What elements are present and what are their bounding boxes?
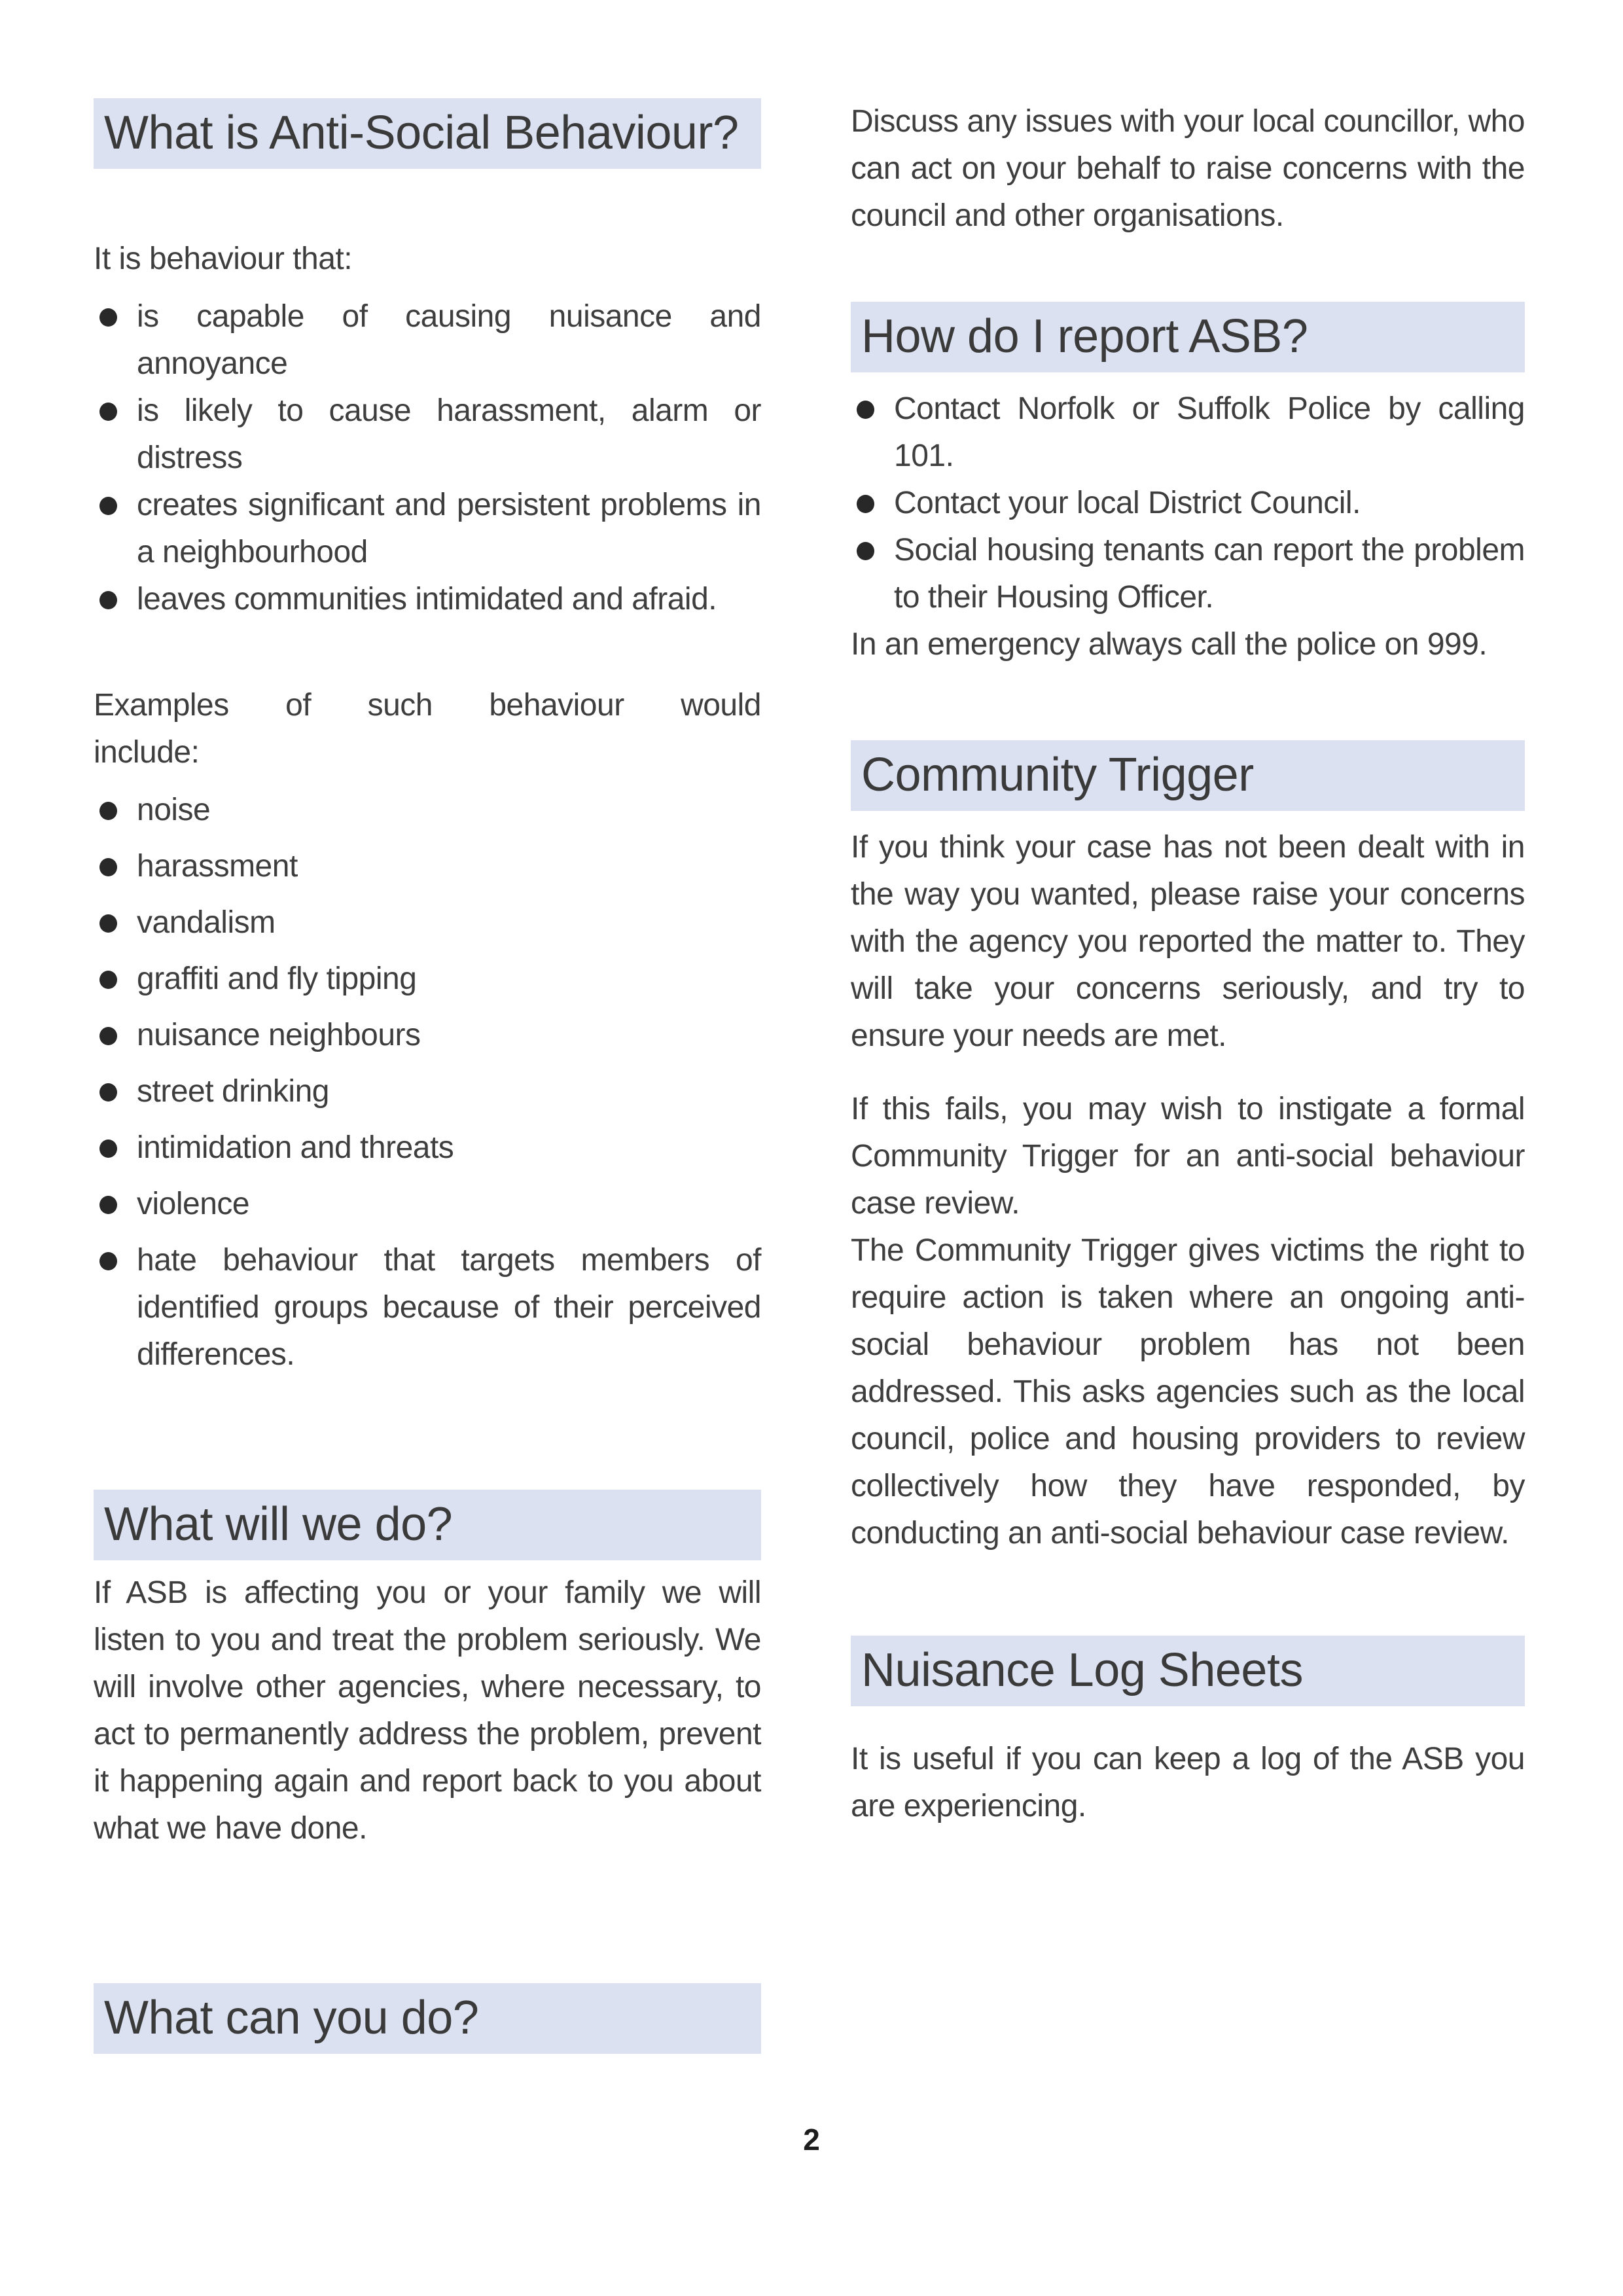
bullet-dot xyxy=(99,1027,117,1045)
section-heading-what-can-you-do: What can you do? xyxy=(94,1983,761,2054)
list-item: intimidation and threats xyxy=(94,1124,761,1172)
list-item: is likely to cause harassment, alarm or distress xyxy=(94,387,761,482)
list-item: violence xyxy=(94,1181,761,1228)
bullet-dot xyxy=(99,591,117,609)
list-item: Contact Norfolk or Suffolk Police by calling 101. xyxy=(851,386,1525,480)
list-item: Contact your local District Council. xyxy=(851,480,1525,527)
community-trigger-text-3: The Community Trigger gives victims the right to require action is taken where an ongoing anti-social behaviour problem has not been addressed. This asks agencies such as the local council, police and housing providers to review collectively how they have responded, by conducting an anti-social behaviour case review. xyxy=(851,1233,1525,1551)
list-item: street drinking xyxy=(94,1068,761,1115)
section-heading-how-report: How do I report ASB? xyxy=(851,302,1525,372)
page-number: 2 xyxy=(803,2123,820,2157)
bullet-dot xyxy=(857,495,874,513)
list-item: nuisance neighbours xyxy=(94,1012,761,1059)
right-column xyxy=(851,98,1525,2054)
intro-line: It is behaviour that: xyxy=(94,242,353,276)
bullet-dot xyxy=(99,1139,117,1158)
bullet-dot xyxy=(99,1196,117,1214)
nuisance-log-text: It is useful if you can keep a log of the ASB you are experiencing. xyxy=(851,1742,1525,1823)
behaviour-examples-list xyxy=(94,787,761,1378)
community-trigger-text-2: If this fails, you may wish to instigate a formal Community Trigger for an anti-social behaviour case review. xyxy=(851,1092,1525,1221)
bullet-dot xyxy=(857,401,874,419)
bullet-dot xyxy=(857,542,874,560)
report-options-list xyxy=(851,386,1525,621)
left-column xyxy=(94,98,761,2054)
list-item: hate behaviour that targets members of identified groups because of their perceived differences. xyxy=(94,1237,761,1378)
bullet-dot xyxy=(99,802,117,820)
list-item: is capable of causing nuisance and annoyance xyxy=(94,293,761,387)
list-item: vandalism xyxy=(94,899,761,946)
section-heading-what-will-we-do: What will we do? xyxy=(94,1490,761,1560)
behaviour-criteria-list xyxy=(94,293,761,623)
bullet-dot xyxy=(99,914,117,933)
bullet-dot xyxy=(99,403,117,421)
list-item: noise xyxy=(94,787,761,834)
list-item: creates significant and persistent problems in a neighbourhood xyxy=(94,482,761,576)
bullet-dot xyxy=(99,971,117,989)
community-trigger-text-1: If you think your case has not been dealt with in the way you wanted, please raise your concerns with the agency you reported the matter to. They will take your concerns seriously, and try to ensure your needs are met. xyxy=(851,830,1525,1053)
list-item: Social housing tenants can report the problem to their Housing Officer. xyxy=(851,527,1525,621)
section-heading-nuisance-log: Nuisance Log Sheets xyxy=(851,1636,1525,1706)
bullet-dot xyxy=(99,1083,117,1102)
list-item: harassment xyxy=(94,843,761,890)
section-heading-community-trigger: Community Trigger xyxy=(851,740,1525,811)
councillor-text: Discuss any issues with your local councillor, who can act on your behalf to raise concerns with the council and other organisations. xyxy=(851,104,1525,233)
emergency-text: In an emergency always call the police on 999. xyxy=(851,627,1488,662)
bullet-dot xyxy=(99,858,117,876)
bullet-dot xyxy=(99,497,117,515)
list-item: leaves communities intimidated and afraid. xyxy=(94,576,761,623)
what-will-we-do-text: If ASB is affecting you or your family we will listen to you and treat the problem seriously. We will involve other agencies, where necessary, to act to permanently address the problem, prevent it happening again and report back to you about what we have done. xyxy=(94,1575,761,1846)
examples-intro: Examples of such behaviour would include: xyxy=(94,688,761,770)
bullet-dot xyxy=(99,1252,117,1270)
list-item: graffiti and fly tipping xyxy=(94,956,761,1003)
section-heading-what-is-asb: What is Anti-Social Behaviour? xyxy=(94,98,761,169)
bullet-dot xyxy=(99,308,117,327)
